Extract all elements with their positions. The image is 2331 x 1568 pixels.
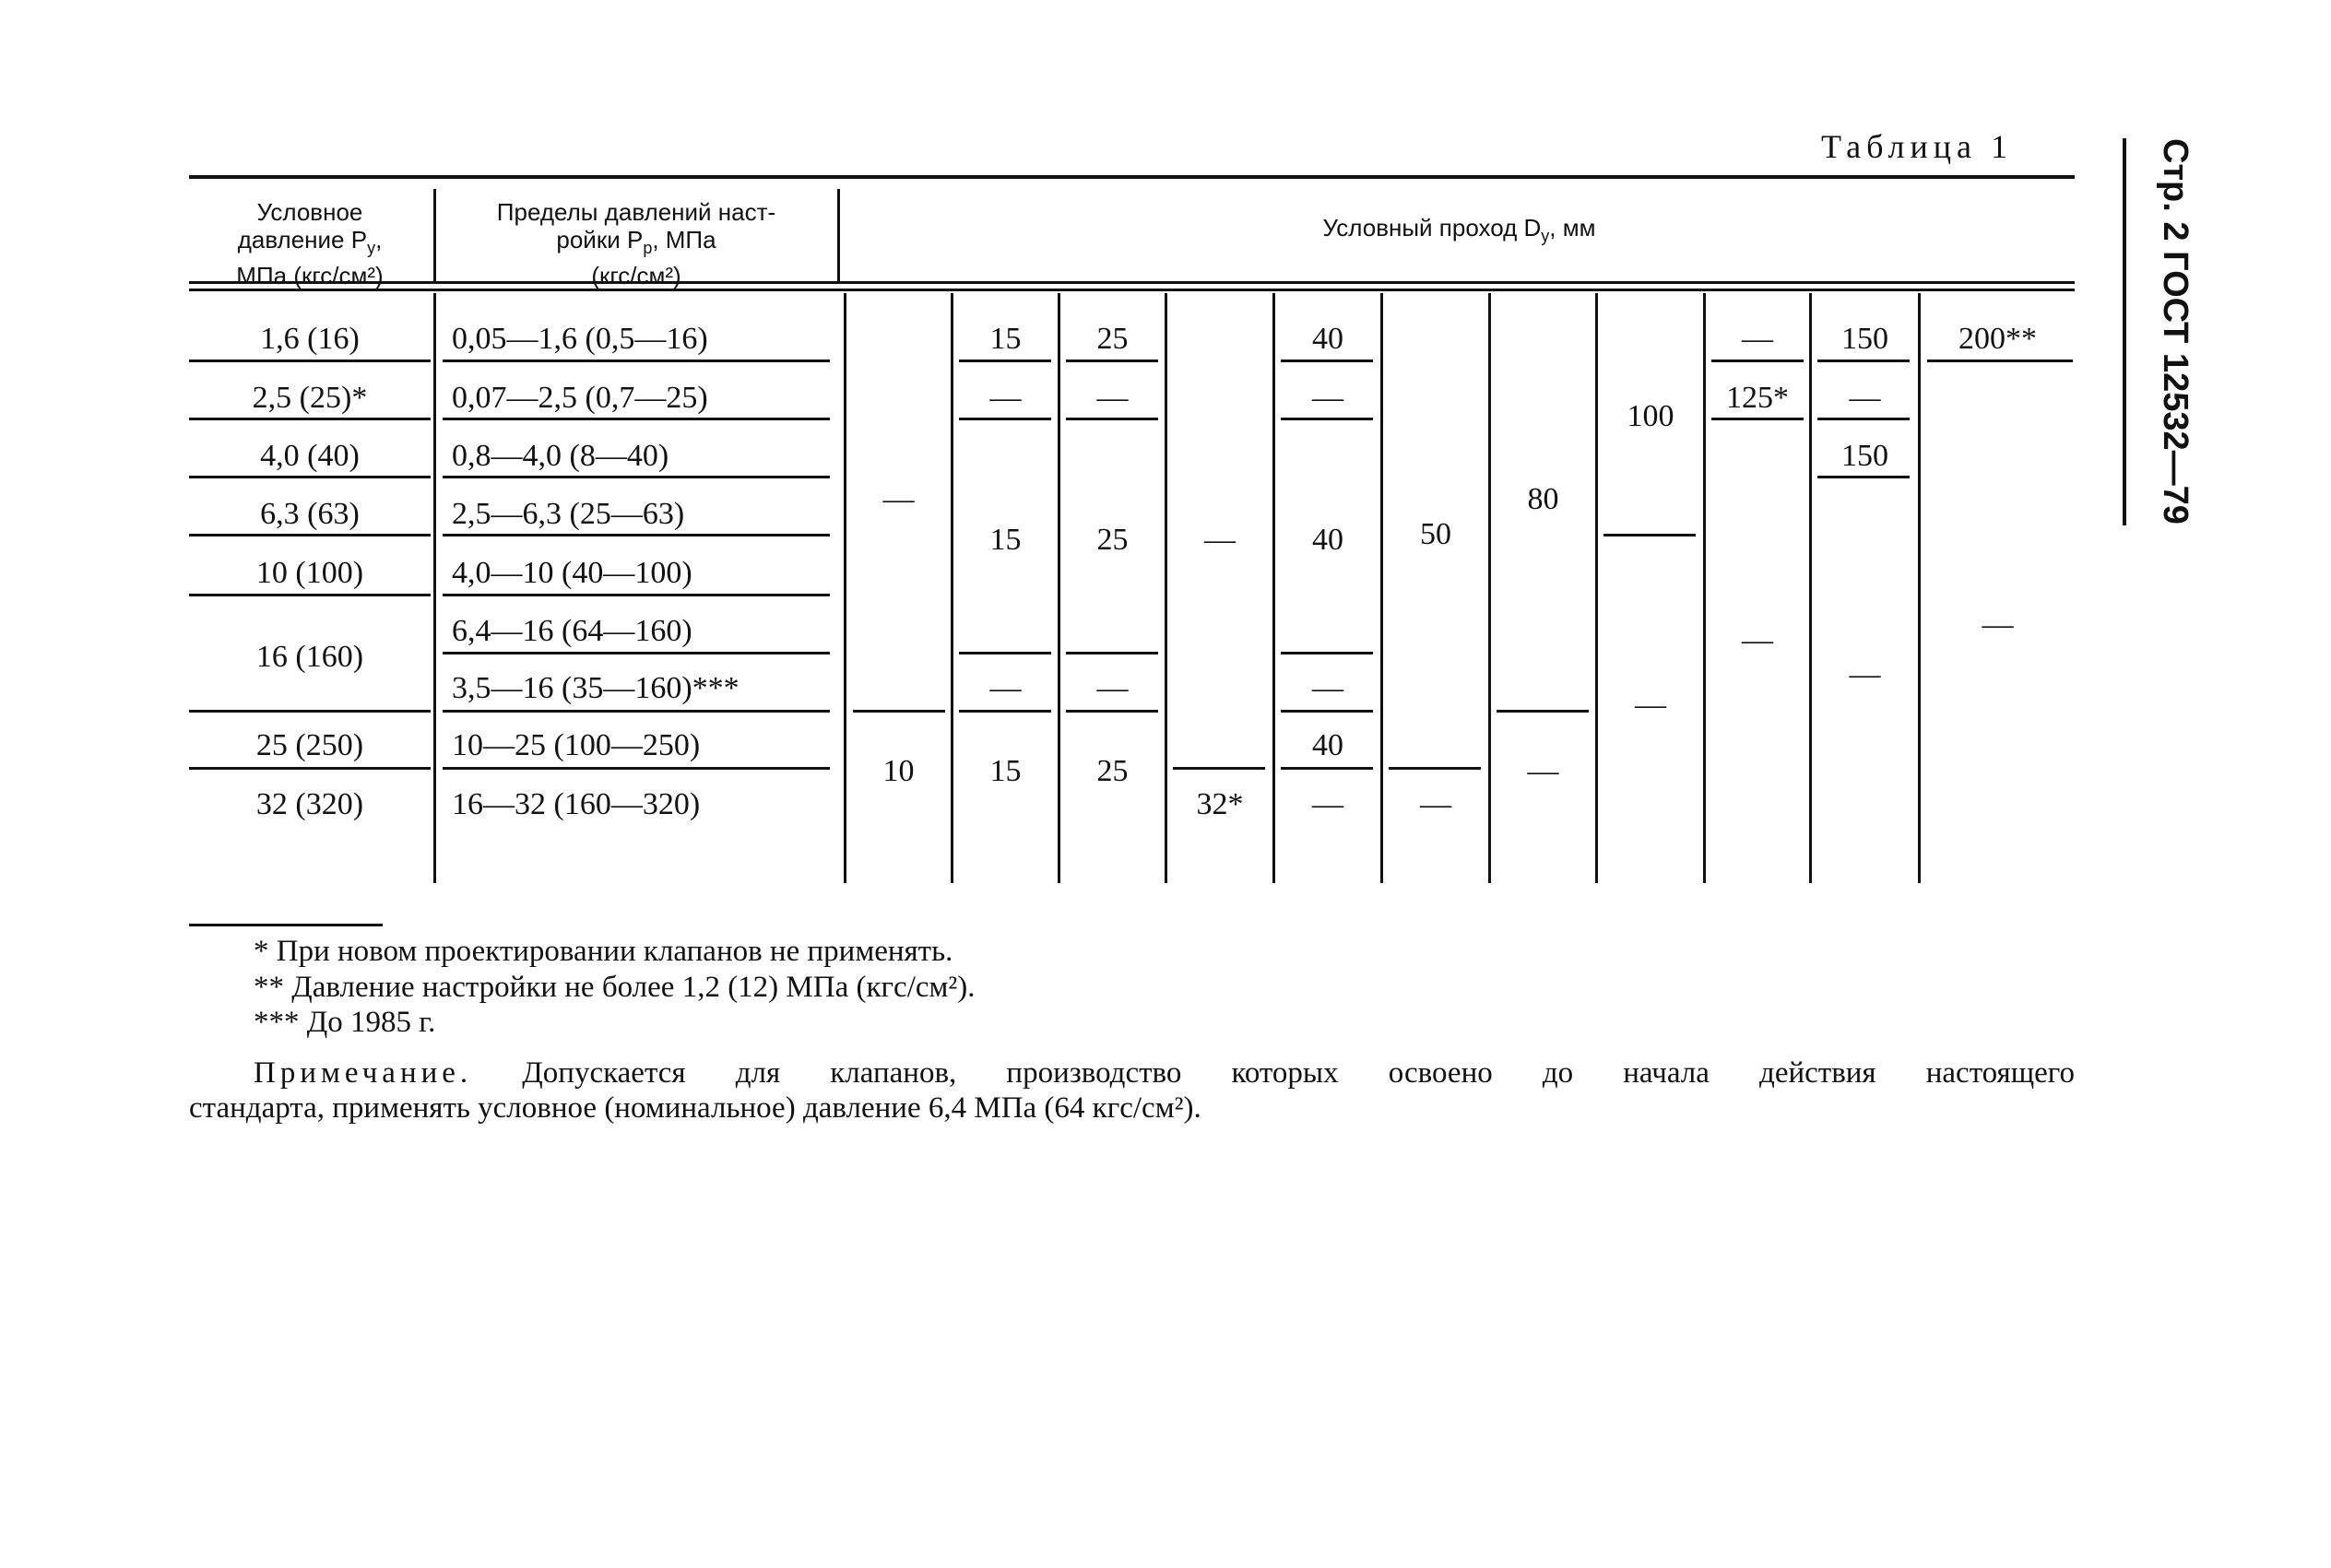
cell: — [1096,381,1129,415]
cell: — [1742,623,1773,657]
cell: — [1982,607,2014,642]
cell: — [1312,671,1343,705]
row-range: 0,8—4,0 (8—40) [452,439,669,473]
row-pressure: 25 (250) [255,728,364,762]
note-line-2: стандарта, применять условное (номинальное) давление 6,4 МПа (64 кгс/см²). [189,1091,1201,1125]
note-text: Допускается для клапанов, производство которых освоено до начала действия настоящего [522,1056,2075,1090]
cell: — [1527,754,1559,788]
cell: 200** [1958,322,2037,356]
side-page-header [2123,138,2196,525]
row-range: 3,5—16 (35—160)*** [452,671,740,705]
row-range: 10—25 (100—250) [452,728,701,762]
cell: 50 [1420,517,1451,551]
cell: 15 [989,523,1022,557]
cell: — [989,671,1022,705]
cell: 150 [1841,439,1888,473]
header-range: Пределы давлений наст- ройки $P_р$, МПа (кгс/см²) [496,198,776,290]
cell: — [1096,671,1129,705]
row-range: 2,5—6,3 (25—63) [452,497,685,531]
footnote-rule [189,924,383,926]
cell: 100 [1627,399,1674,433]
row-pressure: 10 (100) [255,556,364,590]
row-pressure: 32 (320) [255,787,364,821]
cell: 32* [1196,787,1244,821]
cell: 125* [1726,381,1789,415]
header-diameter: Условный проход $D_у$, мм [1322,214,1596,246]
cell: — [1312,381,1343,415]
footnote: * При новом проектировании клапанов не применять. [254,935,953,968]
footnote: *** До 1985 г. [254,1006,436,1039]
row-range: 0,07—2,5 (0,7—25) [452,381,708,415]
cell: — [989,381,1022,415]
cell: — [1849,657,1881,691]
cell: 150 [1841,322,1888,356]
row-range: 16—32 (160—320) [452,787,701,821]
row-pressure: 6,3 (63) [260,497,360,531]
cell: 80 [1527,482,1559,516]
cell: — [1420,787,1451,821]
row-pressure: 1,6 (16) [260,322,360,356]
header-pressure: Условное давление $P_у$, МПа (кгс/см²) [236,198,384,290]
cell: — [1204,523,1236,557]
cell: 15 [989,322,1022,356]
row-pressure: 16 (160) [255,640,364,674]
cell: 25 [1096,754,1129,788]
cell: 10 [882,754,915,788]
page-header-text: Стр. 2 ГОСТ 12532—79 [2156,138,2195,525]
cell: — [1742,322,1773,356]
note-line-1 [254,1055,2075,1091]
cell: — [1635,688,1666,722]
cell: — [1849,381,1881,415]
footnote: ** Давление настройки не более 1,2 (12) МПа (кгс/см²). [254,971,976,1004]
row-pressure: 2,5 (25)* [252,381,368,415]
cell: 15 [989,754,1022,788]
row-range: 4,0—10 (40—100) [452,556,692,590]
row-range: 0,05—1,6 (0,5—16) [452,322,708,356]
table-label: Таблица 1 [1821,128,2013,165]
cell: 25 [1096,523,1129,557]
cell: 40 [1312,322,1343,356]
row-range: 6,4—16 (64—160) [452,614,692,648]
cell: — [882,482,915,516]
note-label: Примечание. [254,1056,473,1090]
cell: 40 [1312,728,1343,762]
cell: — [1312,787,1343,821]
row-pressure: 4,0 (40) [260,439,360,473]
cell: 25 [1096,322,1129,356]
cell: 40 [1312,523,1343,557]
